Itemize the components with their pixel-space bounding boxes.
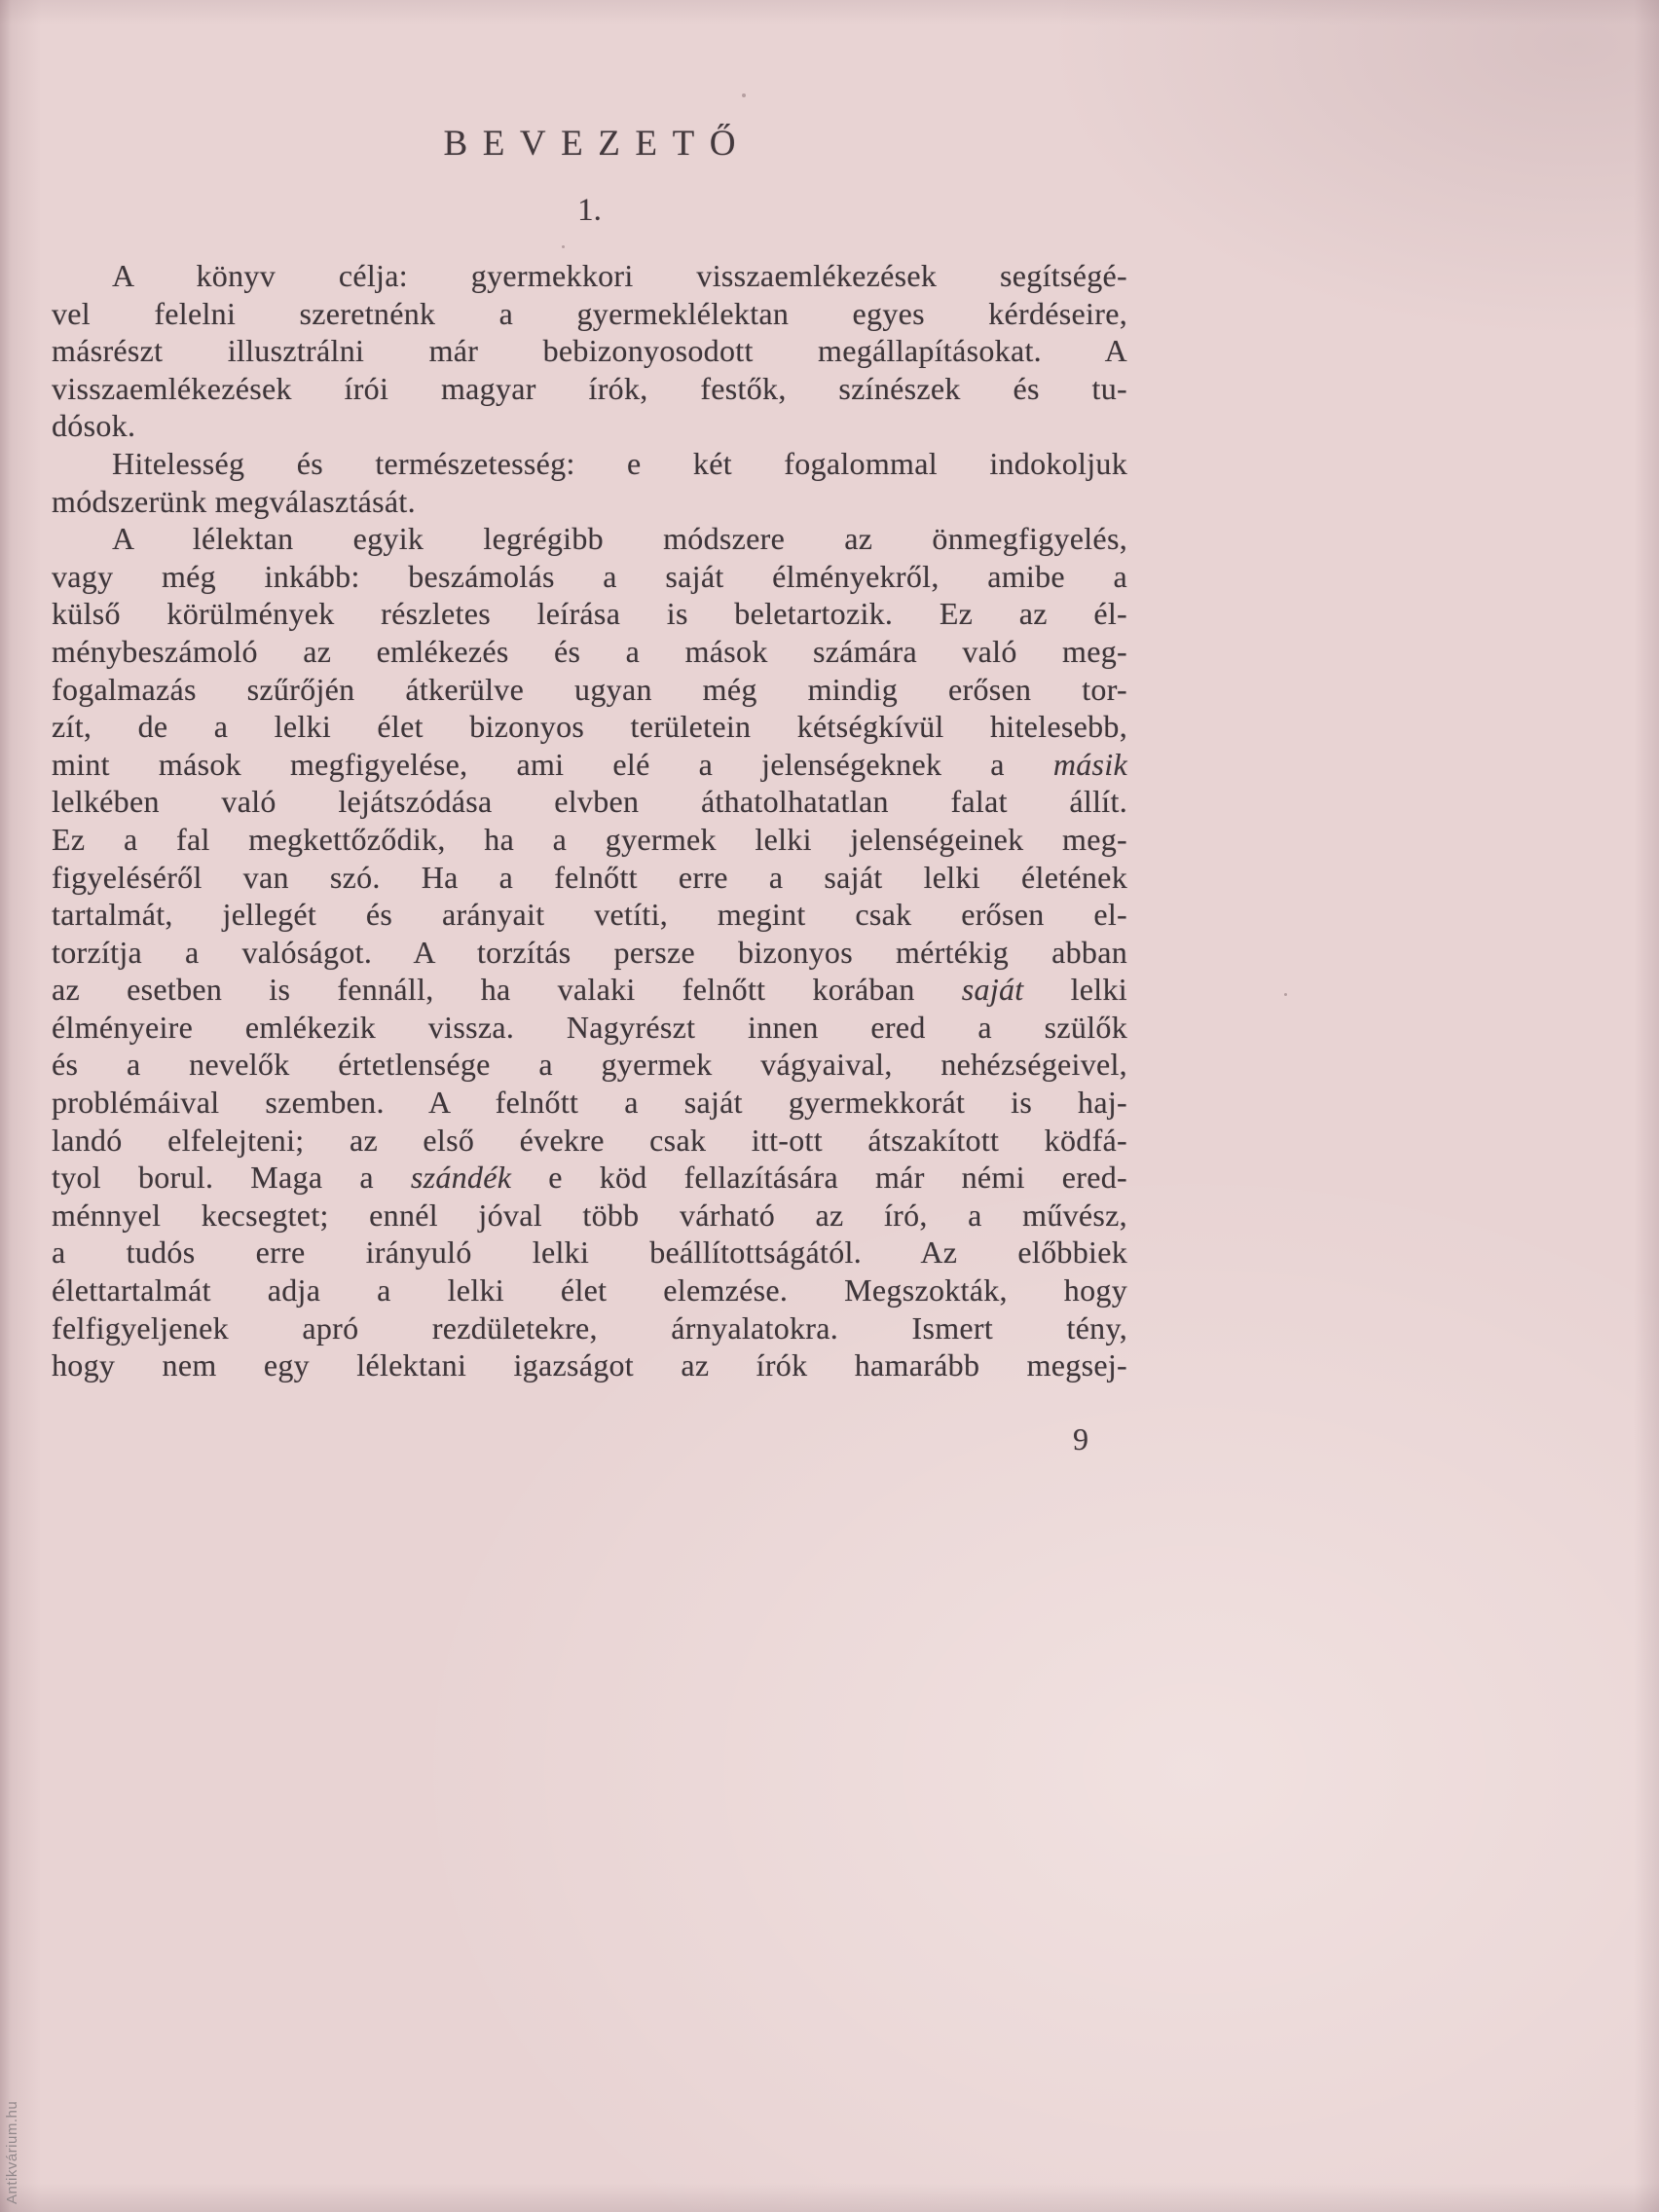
scan-speck bbox=[562, 245, 565, 248]
text-line: ménybeszámoló az emlékezés és a mások számára való meg- bbox=[52, 633, 1127, 669]
text-line: felfigyeljenek apró rezdületekre, árnyalatokra. Ismert tény, bbox=[52, 1309, 1127, 1346]
text-line: élményeire emlékezik vissza. Nagyrészt innen ered a szülők bbox=[52, 1009, 1127, 1045]
italic-text: saját bbox=[961, 972, 1024, 1008]
text-line: az esetben is fennáll, ha valaki felnőtt korában saját lelki bbox=[52, 972, 1127, 1008]
text-line: dósok. bbox=[52, 408, 136, 444]
paragraph bbox=[52, 520, 1127, 1384]
text-line: a tudós erre irányuló lelki beállítottságától. Az előbbiek bbox=[52, 1235, 1127, 1271]
text-line: vagy még inkább: beszámolás a saját élményekről, amibe a bbox=[52, 558, 1127, 594]
scan-speck bbox=[742, 93, 746, 97]
italic-text: másik bbox=[1052, 746, 1127, 782]
text-line: zít, de a lelki élet bizonyos területein kétségkívül hitelesebb, bbox=[52, 709, 1127, 745]
text-line: vel felelni szeretnénk a gyermeklélektan egyes kérdéseire, bbox=[52, 295, 1127, 331]
paragraph bbox=[52, 445, 1127, 520]
text-line: lelkében való lejátszódása elvben áthatolhatatlan falat állít. bbox=[52, 784, 1127, 820]
paragraph bbox=[52, 257, 1127, 445]
text-line: figyeléséről van szó. Ha a felnőtt erre a saját lelki életének bbox=[52, 859, 1127, 895]
page-number: 9 bbox=[1073, 1421, 1088, 1456]
text-line: A lélektan egyik legrégibb módszere az önmegfigyelés, bbox=[112, 521, 1127, 557]
text-line: másrészt illusztrálni már bebizonyosodott megállapításokat. A bbox=[52, 333, 1127, 369]
italic-text: szándék bbox=[410, 1160, 512, 1196]
text-line: tyol borul. Maga a szándék e köd fellazítására már némi ered- bbox=[52, 1160, 1128, 1196]
watermark-text: Antikvárium.hu bbox=[4, 2100, 20, 2204]
text-line: tartalmát, jellegét és arányait vetíti, megint csak erősen el- bbox=[52, 897, 1127, 933]
text-line: visszaemlékezések írói magyar írók, festők, színészek és tu- bbox=[52, 370, 1127, 406]
text-line: hogy nem egy lélektani igazságot az írók hamarább megsej- bbox=[52, 1347, 1127, 1383]
text-line: élettartalmát adja a lelki élet elemzése. Megszokták, hogy bbox=[52, 1272, 1127, 1309]
text-line: mint mások megfigyelése, ami elé a jelenségeknek a másik bbox=[52, 746, 1127, 782]
scan-speck bbox=[1284, 993, 1287, 996]
text-line: Hitelesség és természetesség: e két fogalommal indokoljuk bbox=[112, 445, 1127, 481]
text-line: külső körülmények részletes leírása is beletartozik. Ez az él- bbox=[52, 596, 1127, 632]
body-text bbox=[52, 257, 1127, 1384]
text-line: és a nevelők értetlensége a gyermek vágyaival, nehézségeivel, bbox=[52, 1047, 1127, 1083]
chapter-title: BEVEZETŐ bbox=[443, 124, 751, 164]
text-line: problémáival szemben. A felnőtt a saját gyermekkorát is haj- bbox=[52, 1085, 1127, 1121]
text-line: torzítja a valóságot. A torzítás persze bizonyos mértékig abban bbox=[52, 934, 1127, 970]
text-line: fogalmazás szűrőjén átkerülve ugyan még mindig erősen tor- bbox=[52, 671, 1127, 707]
text-line: A könyv célja: gyermekkori visszaemlékezések segítségé- bbox=[112, 258, 1127, 293]
text-line: módszerünk megválasztását. bbox=[52, 483, 416, 519]
text-line: ménnyel kecsegtet; ennél jóval több várható az író, a művész, bbox=[52, 1197, 1127, 1233]
text-line: Ez a fal megkettőződik, ha a gyermek lelki jelenségeinek meg- bbox=[52, 821, 1127, 857]
text-line: landó elfelejteni; az első évekre csak itt-ott átszakított ködfá- bbox=[52, 1122, 1127, 1158]
section-number: 1. bbox=[577, 193, 602, 228]
